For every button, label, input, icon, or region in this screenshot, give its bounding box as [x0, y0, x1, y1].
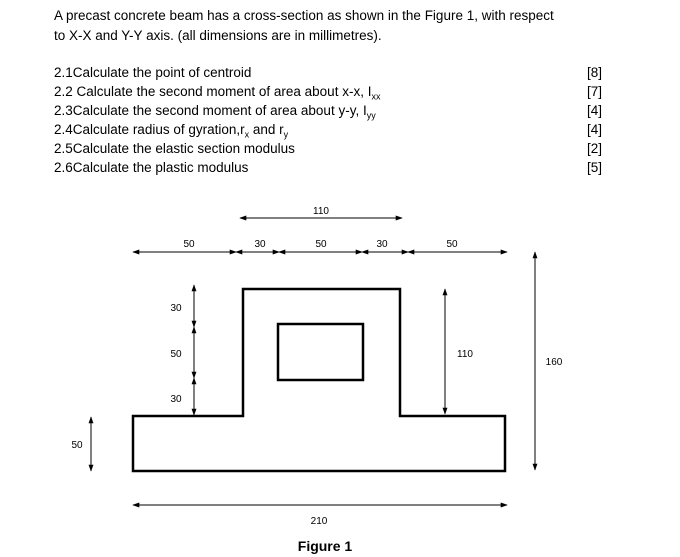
question-text: Calculate the point of centroid — [72, 65, 252, 80]
dim-label-right-wall: 30 — [376, 239, 388, 250]
question-subscript: x — [244, 129, 250, 140]
question-text: Calculate radius of gyration,r — [72, 122, 245, 137]
dim-label-void-height: 50 — [170, 349, 182, 360]
problem-intro — [54, 6, 654, 46]
intro-line-1: A precast concrete beam has a cross-section as shown in the Figure 1, with respect — [54, 8, 554, 23]
question-subscript: y — [283, 129, 289, 140]
dim-label-top-width: 110 — [313, 206, 329, 217]
question-item — [54, 139, 602, 158]
cross-section-figure — [0, 195, 680, 535]
question-number: 2.3 — [54, 103, 73, 118]
question-marks: [4] — [586, 103, 602, 118]
dim-label-web-height: 110 — [457, 349, 473, 360]
question-item — [54, 82, 602, 101]
question-subscript: yy — [366, 110, 376, 121]
question-text: Calculate the plastic modulus — [72, 160, 249, 175]
question-number: 2.2 — [54, 84, 73, 99]
dim-label-total-height: 160 — [545, 357, 563, 368]
figure-caption: Figure 1 — [297, 538, 353, 554]
question-marks: [2] — [586, 141, 602, 156]
dim-label-flange-depth: 50 — [71, 440, 83, 451]
question-text-continued: and r — [249, 122, 284, 137]
question-number: 2.4 — [54, 122, 73, 137]
dim-label-total-width: 210 — [310, 516, 328, 527]
question-item — [54, 63, 602, 82]
question-marks: [7] — [586, 84, 602, 99]
question-item — [54, 158, 602, 177]
intro-line-2: to X-X and Y-Y axis. (all dimensions are in millimetres). — [54, 28, 382, 43]
question-list — [54, 63, 602, 177]
question-item — [54, 101, 602, 120]
question-marks: [5] — [586, 160, 602, 175]
dim-label-lower-wall: 30 — [170, 394, 182, 405]
question-subscript: xx — [371, 91, 381, 102]
dim-label-left-flange: 50 — [183, 239, 195, 250]
question-text: Calculate the elastic section modulus — [72, 141, 295, 156]
question-marks: [4] — [586, 122, 602, 137]
question-number: 2.6 — [54, 160, 73, 175]
question-number: 2.1 — [54, 65, 73, 80]
hollow-void — [278, 324, 363, 380]
question-text: Calculate the second moment of area about x-x, I — [72, 84, 372, 99]
dim-label-upper-wall: 30 — [170, 303, 182, 314]
dim-label-right-flange: 50 — [446, 239, 458, 250]
question-number: 2.5 — [54, 141, 73, 156]
question-text: Calculate the second moment of area about y-y, I — [72, 103, 367, 118]
question-marks: [8] — [586, 65, 602, 80]
dim-label-void-width: 50 — [315, 239, 327, 250]
dim-label-left-wall: 30 — [254, 239, 266, 250]
